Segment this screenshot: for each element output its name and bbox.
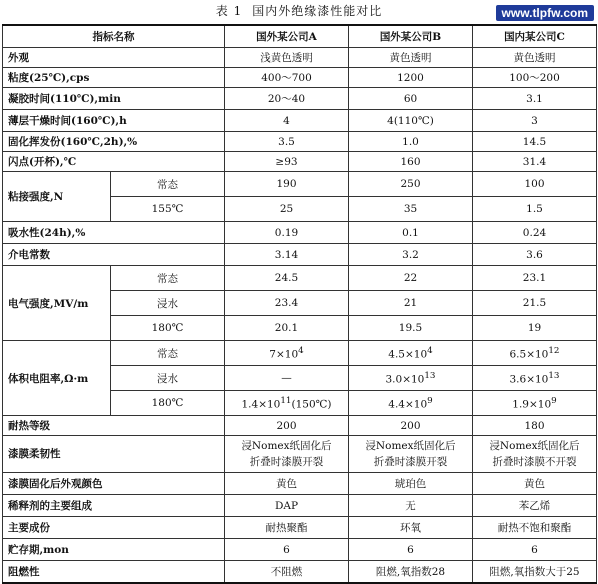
cell-a: 浅黄色透明 (225, 48, 349, 68)
cell-c (473, 436, 597, 473)
mantissa: 6.5×10 (509, 348, 549, 361)
row-label: 漆膜固化后外观颜色 (3, 473, 225, 495)
header-row (3, 25, 597, 48)
row-label: 吸水性(24h),% (3, 222, 225, 244)
table-row (3, 495, 597, 517)
header-company-a: 国外某公司A (225, 25, 349, 48)
cell-c: 21.5 (473, 291, 597, 316)
table-row (3, 341, 597, 366)
cell-a: 6 (225, 539, 349, 561)
cell-c: 23.1 (473, 266, 597, 291)
cell-b: 琥珀色 (349, 473, 473, 495)
cell-a: DAP (225, 495, 349, 517)
cell-a: 20.1 (225, 316, 349, 341)
sub-label: 155℃ (111, 197, 225, 222)
cell-line: 折叠时漆膜开裂 (249, 456, 324, 468)
cell-b: 160 (349, 152, 473, 172)
mantissa: 3.0×10 (385, 373, 425, 386)
cell-c: 苯乙烯 (473, 495, 597, 517)
cell-a: ≥93 (225, 152, 349, 172)
row-label: 粘接强度,N (3, 172, 111, 222)
mantissa: 3.6×10 (509, 373, 549, 386)
row-label: 固化挥发份(160℃,2h),% (3, 132, 225, 152)
row-label: 漆膜柔韧性 (3, 436, 225, 473)
cell-b: 6 (349, 539, 473, 561)
cell-b: 1.0 (349, 132, 473, 152)
cell-c: 180 (473, 416, 597, 436)
cell-a: 3.14 (225, 244, 349, 266)
sub-label: 浸水 (111, 366, 225, 391)
cell-b (349, 436, 473, 473)
row-label: 贮存期,mon (3, 539, 225, 561)
table-row (3, 266, 597, 291)
cell-line: 浸Nomex纸固化后 (489, 440, 580, 452)
cell-b: 200 (349, 416, 473, 436)
cell-b: 21 (349, 291, 473, 316)
row-label: 电气强度,MV/m (3, 266, 111, 341)
condition-note: (150℃) (291, 398, 332, 411)
cell-b: 0.1 (349, 222, 473, 244)
cell-a: 3.5 (225, 132, 349, 152)
cell-b (349, 341, 473, 366)
cell-c: 3 (473, 110, 597, 132)
cell-c: 100～200 (473, 68, 597, 88)
exponent: 11 (280, 395, 292, 406)
cell-a (225, 391, 349, 416)
sub-label: 常态 (111, 172, 225, 197)
mantissa: 7×10 (269, 348, 299, 361)
cell-a: 黄色 (225, 473, 349, 495)
cell-b (349, 366, 473, 391)
cell-b: 无 (349, 495, 473, 517)
cell-b: 环氧 (349, 517, 473, 539)
cell-c: 100 (473, 172, 597, 197)
row-label: 粘度(25℃),cps (3, 68, 225, 88)
cell-b: 4(110℃) (349, 110, 473, 132)
table-row (3, 172, 597, 197)
cell-c: 黄色 (473, 473, 597, 495)
cell-line: 折叠时漆膜不开裂 (492, 456, 577, 468)
table-row (3, 473, 597, 495)
exponent: 9 (427, 395, 433, 406)
exponent: 4 (298, 345, 304, 356)
cell-a: 4 (225, 110, 349, 132)
table-row (3, 88, 597, 110)
cell-line: 折叠时漆膜开裂 (373, 456, 448, 468)
cell-b: 1200 (349, 68, 473, 88)
cell-c (473, 391, 597, 416)
cell-c: 31.4 (473, 152, 597, 172)
mantissa: 4.5×10 (388, 348, 428, 361)
row-label: 薄层干燥时间(160℃),h (3, 110, 225, 132)
table-row (3, 517, 597, 539)
cell-c: 19 (473, 316, 597, 341)
cell-b: 19.5 (349, 316, 473, 341)
comparison-table (2, 24, 597, 584)
cell-b: 3.2 (349, 244, 473, 266)
cell-c: 阻燃,氧指数大于25 (473, 561, 597, 584)
cell-b (349, 391, 473, 416)
table-number: 表 1 (215, 4, 243, 18)
header-indicator: 指标名称 (3, 25, 225, 48)
table-row (3, 222, 597, 244)
cell-b: 阻燃,氧指数28 (349, 561, 473, 584)
cell-a: 20～40 (225, 88, 349, 110)
table-title: 国内外绝缘漆性能对比 (252, 4, 383, 18)
table-row (3, 561, 597, 584)
cell-a: — (225, 366, 349, 391)
cell-a: 200 (225, 416, 349, 436)
row-label: 稀释剂的主要组成 (3, 495, 225, 517)
row-label: 凝胶时间(110℃),min (3, 88, 225, 110)
table-row (3, 416, 597, 436)
exponent: 13 (424, 370, 436, 381)
table-row (3, 48, 597, 68)
cell-a: 190 (225, 172, 349, 197)
cell-b: 250 (349, 172, 473, 197)
cell-c (473, 366, 597, 391)
cell-c: 3.6 (473, 244, 597, 266)
row-label: 介电常数 (3, 244, 225, 266)
cell-a: 400～700 (225, 68, 349, 88)
exponent: 13 (548, 370, 560, 381)
cell-c (473, 341, 597, 366)
exponent: 9 (551, 395, 557, 406)
sub-label: 常态 (111, 266, 225, 291)
mantissa: 1.4×10 (241, 398, 281, 411)
cell-c: 3.1 (473, 88, 597, 110)
row-label: 体积电阻率,Ω·m (3, 341, 111, 416)
row-label: 耐热等级 (3, 416, 225, 436)
cell-line: 浸Nomex纸固化后 (241, 440, 332, 452)
table-row (3, 436, 597, 473)
cell-c: 14.5 (473, 132, 597, 152)
cell-a (225, 436, 349, 473)
row-label: 阻燃性 (3, 561, 225, 584)
cell-b: 黄色透明 (349, 48, 473, 68)
sub-label: 180℃ (111, 391, 225, 416)
cell-a: 25 (225, 197, 349, 222)
cell-c: 0.24 (473, 222, 597, 244)
cell-a: 耐热聚酯 (225, 517, 349, 539)
cell-b: 22 (349, 266, 473, 291)
exponent: 4 (427, 345, 433, 356)
row-label: 闪点(开杯),℃ (3, 152, 225, 172)
header-company-c: 国内某公司C (473, 25, 597, 48)
cell-c: 1.5 (473, 197, 597, 222)
table-row (3, 539, 597, 561)
cell-a (225, 341, 349, 366)
table-row (3, 68, 597, 88)
cell-a: 不阻燃 (225, 561, 349, 584)
cell-a: 24.5 (225, 266, 349, 291)
table-row (3, 132, 597, 152)
mantissa: 1.9×10 (512, 398, 552, 411)
row-label: 主要成份 (3, 517, 225, 539)
exponent: 12 (548, 345, 560, 356)
header-company-b: 国外某公司B (349, 25, 473, 48)
table-row (3, 244, 597, 266)
mantissa: 4.4×10 (388, 398, 428, 411)
sub-label: 常态 (111, 341, 225, 366)
cell-b: 35 (349, 197, 473, 222)
cell-c: 6 (473, 539, 597, 561)
sub-label: 浸水 (111, 291, 225, 316)
cell-line: 浸Nomex纸固化后 (365, 440, 456, 452)
cell-c: 黄色透明 (473, 48, 597, 68)
table-row (3, 110, 597, 132)
cell-c: 耐热不饱和聚酯 (473, 517, 597, 539)
table-row (3, 152, 597, 172)
row-label: 外观 (3, 48, 225, 68)
cell-a: 0.19 (225, 222, 349, 244)
cell-b: 60 (349, 88, 473, 110)
sub-label: 180℃ (111, 316, 225, 341)
site-watermark: www.tlpfw.com (496, 5, 594, 21)
cell-a: 23.4 (225, 291, 349, 316)
